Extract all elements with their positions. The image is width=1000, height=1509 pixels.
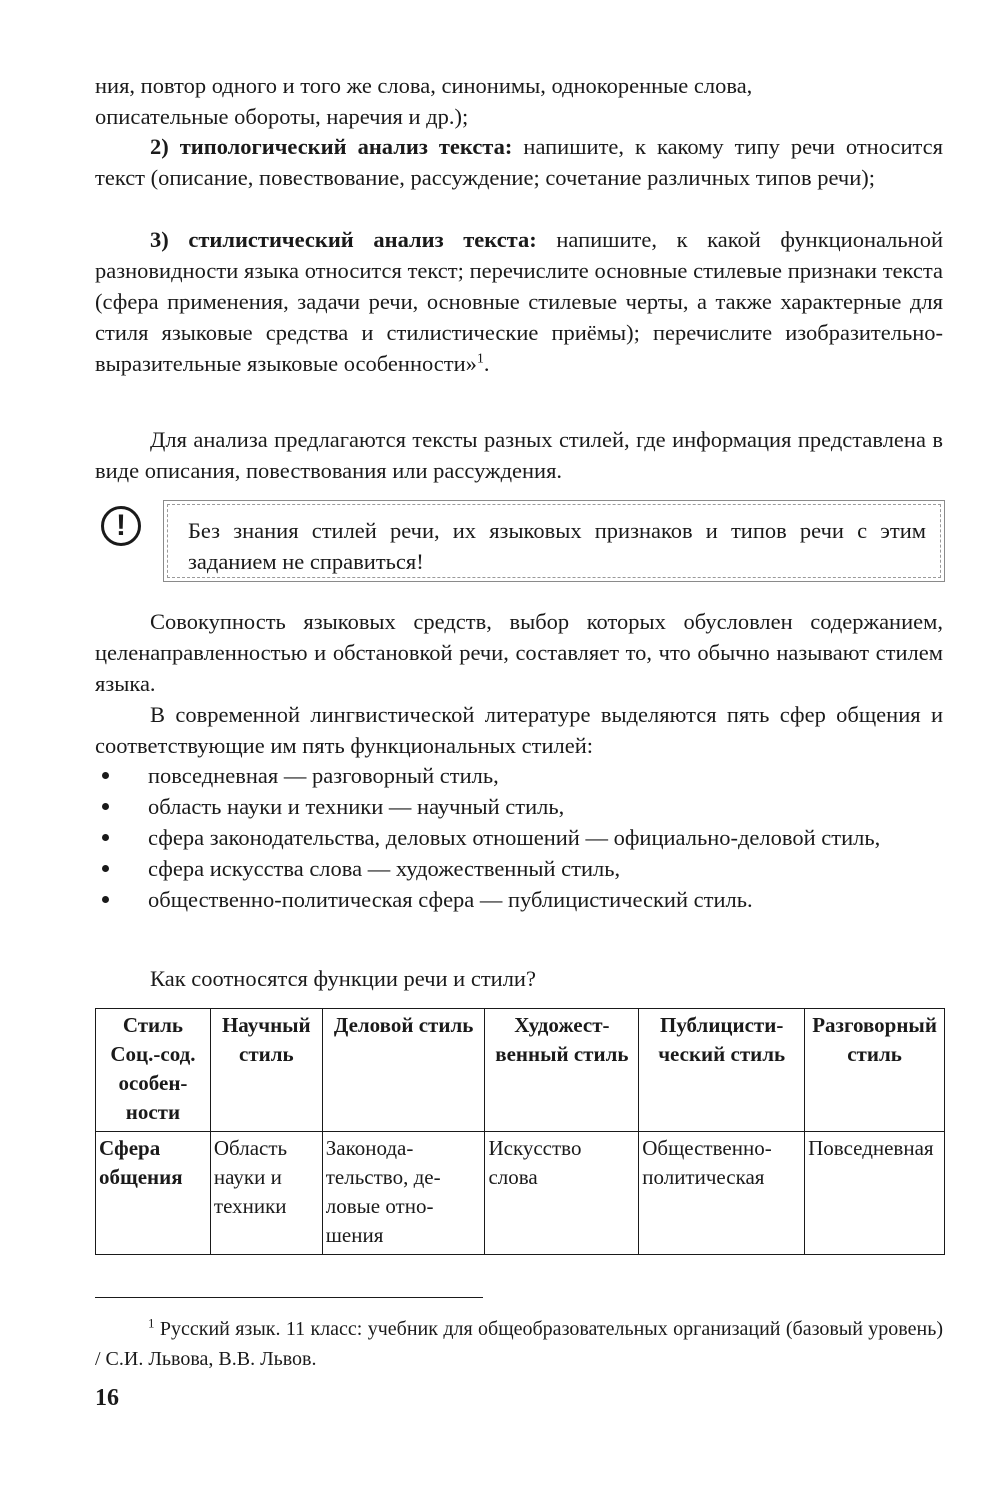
table-cell: Область науки и техники xyxy=(210,1132,322,1255)
table-header-cell: Художественный стиль xyxy=(485,1009,639,1132)
table-header-row xyxy=(96,1009,945,1132)
paragraph-text: напишите, к какой функциональной разновидности языка относится текст; перечислите основные стилевые признаки текста (сфера применения, задачи речи, основные стилевые черты, а также характерные для стиля языковые средства и стилистические приёмы); перечислите изобразительно-выразительные языковые особенности» xyxy=(95,227,943,376)
table-cell: Повседневная xyxy=(805,1132,945,1255)
list-item: сфера законодательства, деловых отношений — официально-деловой стиль, xyxy=(95,822,943,853)
paragraph-style-definition: Совокупность языковых средств, выбор которых обусловлен содержанием, целенаправленностью и обстановкой речи, составляет то, что обычно называют стилем языка. xyxy=(95,609,943,696)
paragraph-five-styles: В современной лингвистической литературе выделяются пять сфер общения и соответствующие им пять функциональных стилей: xyxy=(95,702,943,758)
list-item: область науки и техники — научный стиль, xyxy=(95,791,943,822)
page-number: 16 xyxy=(95,1385,119,1411)
paragraph-line: описательные обороты, наречия и др.); xyxy=(95,104,469,129)
paragraph-analysis-texts: Для анализа предлагаются тексты разных стилей, где информация представлена в виде описания, повествования или рассуждения. xyxy=(95,427,943,483)
bullet-icon xyxy=(102,865,109,872)
paragraph-stylistic-analysis xyxy=(95,224,943,379)
bullet-icon xyxy=(102,896,109,903)
paragraph-question: Как соотносятся функции речи и стили? xyxy=(150,966,536,991)
footnote-text: Русский язык. 11 класс: учебник для общеобразовательных организаций (базовый уровень) / С.И. Львова, В.В. Львов. xyxy=(95,1318,943,1370)
table-row-header: Сфера общения xyxy=(96,1132,211,1255)
table-header-cell: Разговорный стиль xyxy=(805,1009,945,1132)
table-header-cell: Стиль Соц.-сод. особенности xyxy=(96,1009,211,1132)
paragraph-end: . xyxy=(483,351,490,376)
table-cell: Законодательство, деловые отношения xyxy=(322,1132,485,1255)
bold-term: 2) типологический анализ текста: xyxy=(150,134,513,159)
table-cell: Искусство слова xyxy=(485,1132,639,1255)
list-item: общественно-политическая сфера — публицистический стиль. xyxy=(95,884,943,915)
footnote xyxy=(95,1314,943,1374)
styles-table xyxy=(95,1008,945,1255)
list-item: повседневная — разговорный стиль, xyxy=(95,760,943,791)
notice-text: Без знания стилей речи, их языковых признаков и типов речи с этим заданием не справиться! xyxy=(167,504,941,578)
table-header-cell: Научный стиль xyxy=(210,1009,322,1132)
table-cell: Общественно-политическая xyxy=(639,1132,805,1255)
table-header-cell: Деловой стиль xyxy=(322,1009,485,1132)
paragraph-typological-analysis xyxy=(95,131,943,193)
bullet-icon xyxy=(102,772,109,779)
footnote-divider xyxy=(95,1297,483,1298)
bold-term: 3) стилистический анализ текста: xyxy=(150,227,537,252)
exclamation-circle-icon: ! xyxy=(101,506,141,546)
bullet-icon xyxy=(102,834,109,841)
paragraph-continuation xyxy=(95,70,943,132)
table-row xyxy=(96,1132,945,1255)
footnote-reference[interactable]: 1 xyxy=(476,351,484,367)
bullet-icon xyxy=(102,803,109,810)
styles-list xyxy=(95,760,943,915)
footnote-mark: 1 xyxy=(148,1315,155,1331)
notice-box xyxy=(163,500,945,582)
table-header-cell: Публицистический стиль xyxy=(639,1009,805,1132)
paragraph-text: напишите, к какому типу речи относится текст (описание, повествование, рассуждение; сочетание различных типов речи); xyxy=(95,134,943,190)
list-item: сфера искусства слова — художественный стиль, xyxy=(95,853,943,884)
paragraph-line: ния, повтор одного и того же слова, синонимы, однокоренные слова, xyxy=(95,73,753,98)
